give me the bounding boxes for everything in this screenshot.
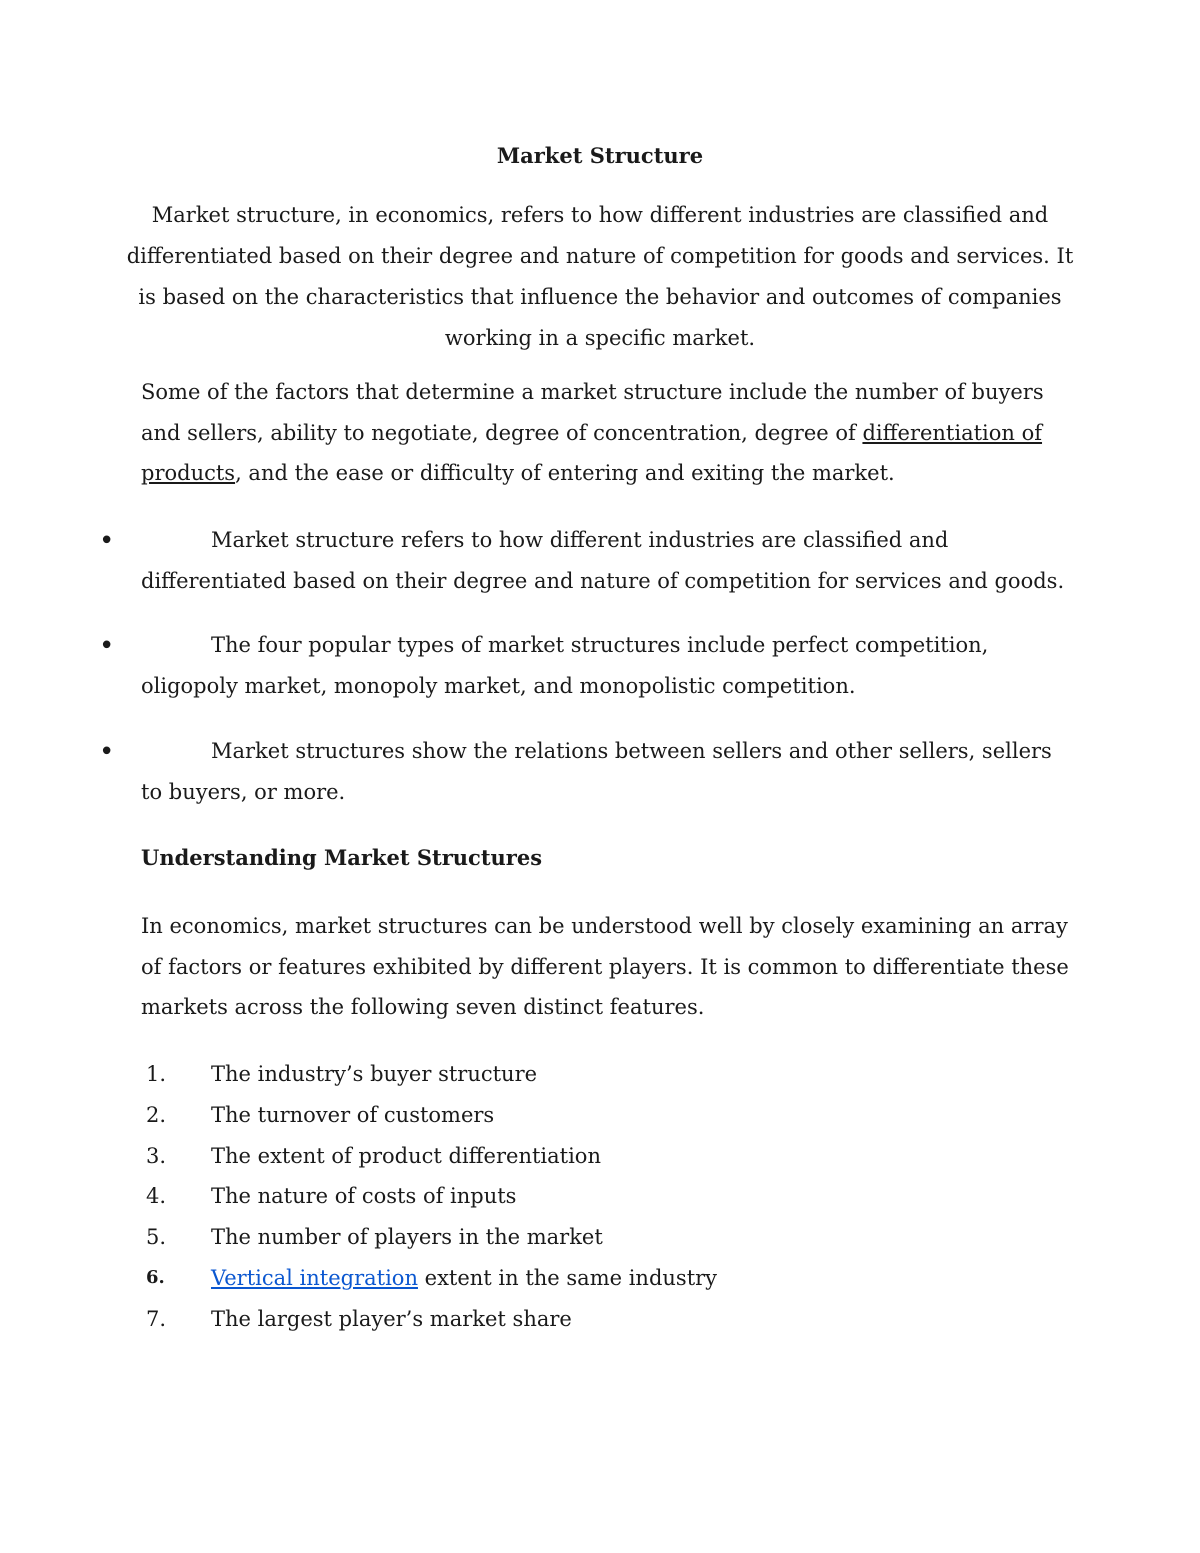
list-item-text: The number of players in the market (211, 1225, 603, 1250)
bullet-item (99, 731, 1076, 813)
bullet-text: Market structures show the relations between sellers and other sellers, sellers to buyers, or more. (141, 739, 1052, 804)
list-number: 3. (146, 1143, 167, 1168)
bullet-item (99, 625, 1076, 707)
list-item (141, 1303, 1076, 1344)
list-item-text: The nature of costs of inputs (211, 1184, 517, 1209)
bullet-text: Market structure refers to how different industries are classified and differentiated based on their degree and nature of competition for services and goods. (141, 528, 1065, 593)
list-item (141, 1180, 1076, 1221)
factors-text-after: , and the ease or difficulty of entering and exiting the market. (235, 461, 895, 485)
list-item-text: The largest player’s market share (211, 1306, 572, 1331)
vertical-integration-link[interactable]: Vertical integration (211, 1265, 418, 1290)
list-number: 4. (146, 1184, 167, 1209)
bullet-dot-icon: • (99, 526, 115, 556)
list-number: 6. (146, 1266, 165, 1288)
list-item (141, 1262, 1076, 1303)
intro-paragraph: Market structure, in economics, refers to how different industries are classified and differentiated based on their degree and nature of competition for goods and services. It is based on the characteristics that influence the behavior and outcomes of companies working in a specific market. (126, 203, 1074, 350)
list-number: 5. (146, 1225, 167, 1250)
list-number: 2. (146, 1102, 167, 1127)
page-title: Market Structure (496, 143, 704, 168)
list-number: 7. (146, 1306, 167, 1331)
bullet-dot-icon: • (99, 631, 115, 661)
list-item (141, 1221, 1076, 1262)
list-item-text (211, 1262, 717, 1294)
bullet-dot-icon: • (99, 737, 115, 767)
section-paragraph: In economics, market structures can be understood well by closely examining an array of factors or features exhibited by different players. It is common to differentiate these markets across the following seven distinct features. (141, 914, 1069, 1019)
bullet-item (99, 520, 1076, 602)
factors-paragraph (141, 372, 1076, 494)
factors-text-before: Some of the factors that determine a market structure include the number of buyers and sellers, ability to negotiate, degree of concentration, degree of (141, 380, 1044, 445)
list-item-text: The industry’s buyer structure (211, 1062, 538, 1086)
list-item-text: The turnover of customers (211, 1102, 495, 1127)
features-list (141, 1058, 1076, 1344)
bullet-text: The four popular types of market structures include perfect competition, oligopoly market, monopoly market, and monopolistic competition. (141, 633, 989, 698)
list-item (141, 1099, 1076, 1140)
section-heading: Understanding Market Structures (141, 845, 543, 870)
list-item (141, 1140, 1076, 1181)
differentiation-of-products-link[interactable]: differentiation of products (141, 420, 1043, 485)
list-item-text: The extent of product differentiation (211, 1143, 601, 1168)
list-number: 1. (146, 1062, 167, 1086)
list-item (141, 1058, 1076, 1099)
list-item-text-after-link: extent in the same industry (417, 1265, 718, 1290)
